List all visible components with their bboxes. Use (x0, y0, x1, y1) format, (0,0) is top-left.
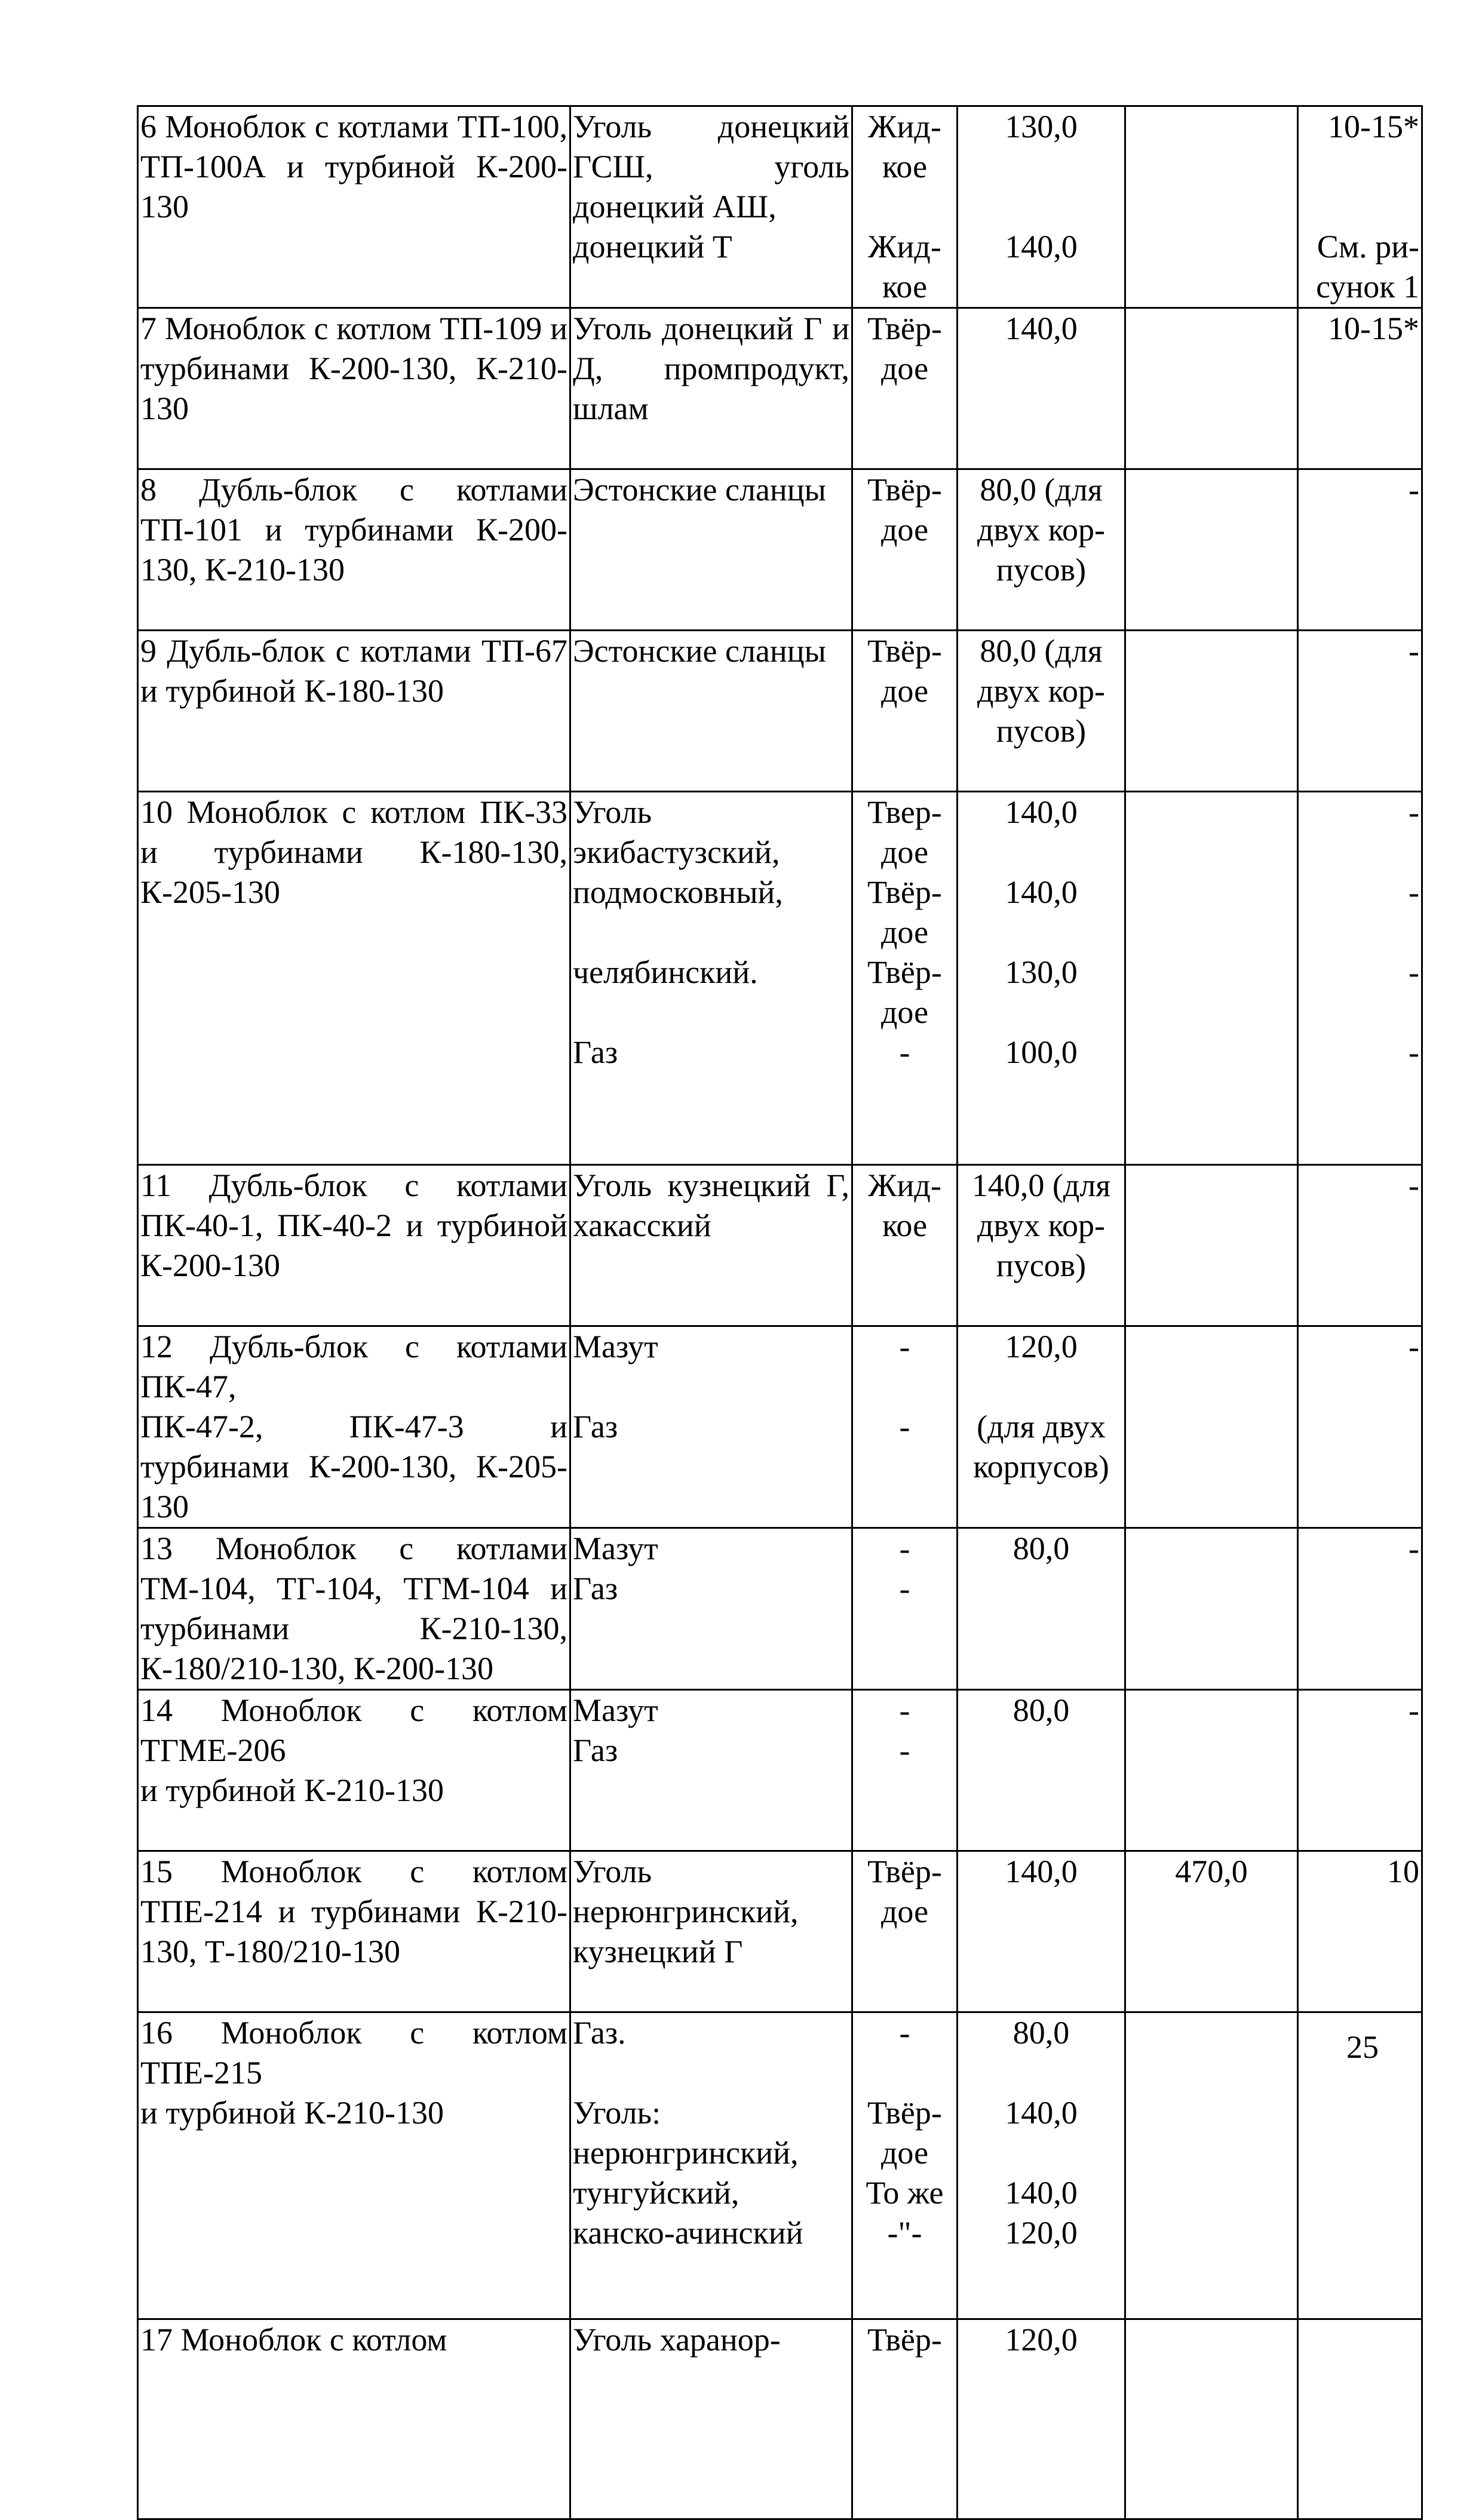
table-cell (1125, 1326, 1298, 1528)
cell-line: корпусов) (973, 1449, 1109, 1485)
cell-line: - (899, 1034, 910, 1070)
table-cell (1298, 106, 1422, 308)
cell-line: 12 Дубль-блок с котлами ПК-47, (140, 1329, 567, 1405)
table-cell (852, 1165, 958, 1326)
cell-line (1128, 631, 1295, 671)
cell-line (1300, 992, 1419, 1032)
cell-line (960, 187, 1122, 227)
cell-line (1300, 187, 1419, 227)
cell-line: 6 Моноблок с котлами ТП-100, ТП-100А и турбиной К-200-130 (140, 109, 567, 225)
cell-line: двух кор- (977, 512, 1106, 548)
table-row (138, 1528, 1422, 1690)
cell-line: То же (866, 2175, 944, 2211)
table-cell (138, 106, 570, 308)
cell-line: 140,0 (1005, 311, 1078, 346)
cell-line: -"- (887, 2215, 922, 2251)
table-cell (570, 106, 852, 308)
table-cell (570, 1528, 852, 1690)
cell-line: 9 Дубль-блок с котлами ТП-67 и турбиной К-180-130 (140, 633, 567, 709)
cell-line (960, 147, 1122, 187)
cell-line: 140,0 (для (971, 1167, 1111, 1203)
table-cell (852, 106, 958, 308)
table-cell (852, 1528, 958, 1690)
cell-line (1128, 1691, 1295, 1731)
cell-line: См. ри- (1317, 229, 1419, 265)
table-cell (1298, 1690, 1422, 1851)
cell-line: Твёр- (867, 874, 942, 910)
table-cell (852, 308, 958, 469)
cell-line: 80,0 (1012, 1531, 1070, 1566)
cell-line: 80,0 (1012, 2015, 1070, 2051)
table-cell (570, 631, 852, 792)
cell-line: Твер- (867, 794, 942, 830)
cell-line: 80,0 (1012, 1692, 1070, 1728)
cell-line: дое (880, 914, 929, 950)
cell-line (960, 1367, 1122, 1407)
cell-line (1128, 1327, 1295, 1367)
cell-line: 80,0 (для (980, 472, 1103, 508)
table-cell (1125, 308, 1298, 469)
table-cell (138, 1326, 570, 1528)
table-cell (570, 308, 852, 469)
cell-line: Мазут (573, 1531, 658, 1566)
table-cell (852, 792, 958, 1165)
cell-line: 80,0 (для (980, 633, 1103, 669)
table-cell (138, 1690, 570, 1851)
cell-line (960, 992, 1122, 1032)
cell-line (573, 2053, 849, 2093)
cell-line: - (1409, 1531, 1419, 1566)
cell-line: 120,0 (1005, 2322, 1078, 2358)
table-cell (958, 106, 1125, 308)
table-cell (1298, 1528, 1422, 1690)
table-cell (1298, 1326, 1422, 1528)
cell-line: Мазут (573, 1692, 658, 1728)
table-cell (852, 469, 958, 631)
table-cell (570, 1851, 852, 2012)
cell-line: 10-15* (1328, 311, 1419, 346)
table-cell (138, 469, 570, 631)
cell-line: пусов) (996, 713, 1087, 749)
table-row (138, 469, 1422, 631)
table-cell (958, 792, 1125, 1165)
table-cell (570, 1690, 852, 1851)
cell-line: - (1409, 794, 1419, 830)
cell-line (960, 2053, 1122, 2093)
data-table (137, 105, 1423, 2520)
table-cell (1298, 308, 1422, 469)
cell-line (1128, 2320, 1295, 2360)
cell-line (1128, 1529, 1295, 1569)
table-cell (1125, 2012, 1298, 2319)
table-cell (570, 1326, 852, 1528)
cell-line (573, 1367, 849, 1407)
cell-line (855, 1367, 955, 1407)
cell-line: 120,0 (1005, 1329, 1078, 1365)
table-row (138, 1326, 1422, 1528)
cell-line: - (899, 1732, 910, 1768)
cell-line: 13 Моноблок с котлами ТМ-104, ТГ-104, ТГМ-104 и турбинами К-210-130, К-180/210-130, К-200-130 (140, 1531, 567, 1686)
cell-line: и турбиной К-210-130 (140, 1772, 444, 1808)
table-cell (570, 2319, 852, 2519)
table-cell (852, 2012, 958, 2319)
cell-line: челябинский. (573, 954, 758, 990)
cell-line: Мазут (573, 1329, 658, 1365)
table-cell (1125, 1165, 1298, 1326)
table-cell (570, 792, 852, 1165)
cell-line (1300, 912, 1419, 952)
cell-line: - (899, 1329, 910, 1365)
cell-line: дое (880, 834, 929, 870)
cell-line: кое (882, 149, 928, 185)
cell-line (1300, 832, 1419, 872)
cell-line: Газ (573, 1034, 618, 1070)
table-cell (138, 2012, 570, 2319)
table-row (138, 631, 1422, 792)
cell-line: Эстонские сланцы (573, 633, 826, 669)
cell-line: канско-ачинский (573, 2215, 803, 2251)
page-number: 25 (1346, 2029, 1379, 2065)
cell-line: Газ (573, 1571, 618, 1606)
cell-line: - (1409, 954, 1419, 990)
cell-line (573, 912, 849, 952)
cell-line: - (1409, 1692, 1419, 1728)
cell-line: Твёр- (867, 954, 942, 990)
cell-line: дое (880, 673, 929, 709)
cell-line: - (899, 1531, 910, 1566)
cell-line: Газ (573, 1732, 618, 1768)
table-cell (1298, 469, 1422, 631)
cell-line (960, 832, 1122, 872)
cell-line: - (899, 1409, 910, 1445)
cell-line: 140,0 (1005, 2095, 1078, 2131)
table-cell (1298, 2319, 1422, 2519)
table-cell (138, 308, 570, 469)
table-cell (1125, 2319, 1298, 2519)
cell-line: ПК-47-2, ПК-47-3 и турбинами К-200-130, К-205-130 (140, 1409, 567, 1525)
table-cell (570, 2012, 852, 2319)
cell-line (1128, 309, 1295, 349)
cell-line: Газ. (573, 2015, 626, 2051)
table-cell (1125, 1528, 1298, 1690)
table-cell (1125, 792, 1298, 1165)
cell-line: - (1409, 633, 1419, 669)
cell-line: дое (880, 2135, 929, 2171)
table-cell (1125, 469, 1298, 631)
cell-line: дое (880, 512, 929, 548)
cell-line: Уголь харанор- (573, 2322, 781, 2358)
cell-line: 130,0 (1005, 109, 1078, 145)
table-row (138, 1851, 1422, 2012)
table-row (138, 1165, 1422, 1326)
cell-line: пусов) (996, 552, 1087, 588)
cell-line: 8 Дубль-блок с котлами ТП-101 и турбинами К-200-130, К-210-130 (140, 472, 567, 588)
cell-line: (для двух (977, 1409, 1106, 1445)
table-cell (958, 1690, 1125, 1851)
table-cell (958, 1528, 1125, 1690)
cell-line: Уголь: нерюнгринский, (573, 2095, 799, 2171)
cell-line: подмосковный, (573, 874, 783, 910)
cell-line: Уголь экибастузский, (573, 794, 780, 870)
cell-line: - (899, 1692, 910, 1728)
cell-line: пусов) (996, 1247, 1087, 1283)
cell-line (960, 912, 1122, 952)
table-cell (570, 469, 852, 631)
cell-line: тунгуйский, (573, 2175, 740, 2211)
cell-line: Жид- (868, 1167, 941, 1203)
cell-line: дое (880, 351, 929, 386)
cell-line (573, 992, 849, 1032)
table-cell (570, 1165, 852, 1326)
cell-line: двух кор- (977, 1207, 1106, 1243)
cell-line: 11 Дубль-блок с котлами ПК-40-1, ПК-40-2 и турбиной К-200-130 (140, 1167, 567, 1283)
cell-line: 130,0 (1005, 954, 1078, 990)
table-cell (1298, 1851, 1422, 2012)
table-cell (138, 1528, 570, 1690)
cell-line: 7 Моноблок с котлом ТП-109 и турбинами К-200-130, К-210-130 (140, 311, 567, 426)
cell-line: Твёр- (867, 311, 942, 346)
cell-line: Твёр- (867, 472, 942, 508)
table-cell (958, 2319, 1125, 2519)
cell-line: - (1409, 1034, 1419, 1070)
cell-line: - (1409, 874, 1419, 910)
cell-line: 140,0 (1005, 229, 1078, 265)
cell-line: - (1409, 1167, 1419, 1203)
cell-line: дое (880, 1894, 929, 1929)
table-row (138, 106, 1422, 308)
table-cell (1298, 631, 1422, 792)
cell-line: 140,0 (1005, 1854, 1078, 1889)
cell-line (960, 2133, 1122, 2173)
table-row (138, 2012, 1422, 2319)
cell-line: 10 (1387, 1854, 1419, 1889)
table-cell (958, 1851, 1125, 2012)
table-cell (138, 1851, 570, 2012)
table-cell (958, 2012, 1125, 2319)
table-cell (138, 792, 570, 1165)
cell-line (855, 187, 955, 227)
table-cell (852, 1851, 958, 2012)
cell-line: Жид- (868, 229, 941, 265)
cell-line: - (899, 2015, 910, 2051)
cell-line: Жид- (868, 109, 941, 145)
table-cell (958, 308, 1125, 469)
cell-line: 470,0 (1175, 1854, 1248, 1889)
table-cell (138, 1165, 570, 1326)
table-cell (1125, 1690, 1298, 1851)
cell-line: - (1409, 1329, 1419, 1365)
cell-line: 16 Моноблок с котлом ТПЕ-215 (140, 2015, 567, 2091)
cell-line: Твёр- (867, 633, 942, 669)
cell-line: дое (880, 994, 929, 1030)
table-cell (852, 2319, 958, 2519)
table-cell (1125, 1851, 1298, 2012)
cell-line: Уголь нерюнгринский, кузнецкий Г (573, 1854, 799, 1969)
table-cell (958, 469, 1125, 631)
cell-line (1300, 147, 1419, 187)
cell-line: 14 Моноблок с котлом ТГМЕ-206 (140, 1692, 567, 1768)
cell-line (855, 2053, 955, 2093)
cell-line: донецкий Т (573, 229, 732, 265)
table-row (138, 792, 1422, 1165)
table-cell (138, 2319, 570, 2519)
cell-line: Твёр- (867, 1854, 942, 1889)
cell-line: кое (882, 269, 928, 305)
cell-line (1128, 470, 1295, 510)
table-cell (1298, 1165, 1422, 1326)
cell-line: Газ (573, 1409, 618, 1445)
cell-line: Уголь кузнецкий Г, хакасский (573, 1167, 849, 1243)
cell-line: 17 Моноблок с котлом (140, 2322, 447, 2358)
cell-line: 140,0 (1005, 874, 1078, 910)
cell-line (1128, 2013, 1295, 2053)
table-cell (958, 631, 1125, 792)
table-cell (1125, 106, 1298, 308)
cell-line: Уголь донецкий Г и Д, промпродукт, шлам (573, 311, 849, 426)
table-cell (958, 1326, 1125, 1528)
table-cell (138, 631, 570, 792)
cell-line (1128, 107, 1295, 147)
cell-line (1128, 792, 1295, 832)
table-cell (852, 1326, 958, 1528)
table-cell (1125, 631, 1298, 792)
cell-line: 120,0 (1005, 2215, 1078, 2251)
cell-line: 140,0 (1005, 794, 1078, 830)
table-row (138, 2319, 1422, 2519)
cell-line: сунок 1 (1316, 269, 1419, 305)
cell-line (1300, 2320, 1419, 2360)
cell-line: 10 Моноблок с котлом ПК-33 и турбинами К-180-130, К-205-130 (140, 794, 567, 910)
cell-line: кое (882, 1207, 928, 1243)
cell-line: и турбиной К-210-130 (140, 2095, 444, 2131)
table-cell (1298, 792, 1422, 1165)
table-cell (958, 1165, 1125, 1326)
cell-line: 100,0 (1005, 1034, 1078, 1070)
cell-line: Уголь донецкий ГСШ, уголь донецкий АШ, (573, 109, 849, 225)
cell-line: двух кор- (977, 673, 1106, 709)
table-cell (852, 631, 958, 792)
cell-line: 140,0 (1005, 2175, 1078, 2211)
table-cell (852, 1690, 958, 1851)
cell-line: Твёр- (867, 2095, 942, 2131)
cell-line: 15 Моноблок с котлом ТПЕ-214 и турбинами К-210-130, Т-180/210-130 (140, 1854, 567, 1969)
table-row (138, 308, 1422, 469)
cell-line: Твёр- (867, 2322, 942, 2358)
cell-line: - (1409, 472, 1419, 508)
cell-line (1128, 1166, 1295, 1206)
cell-line: Эстонские сланцы (573, 472, 826, 508)
cell-line: 10-15* (1328, 109, 1419, 145)
cell-line: - (899, 1571, 910, 1606)
table-row (138, 1690, 1422, 1851)
